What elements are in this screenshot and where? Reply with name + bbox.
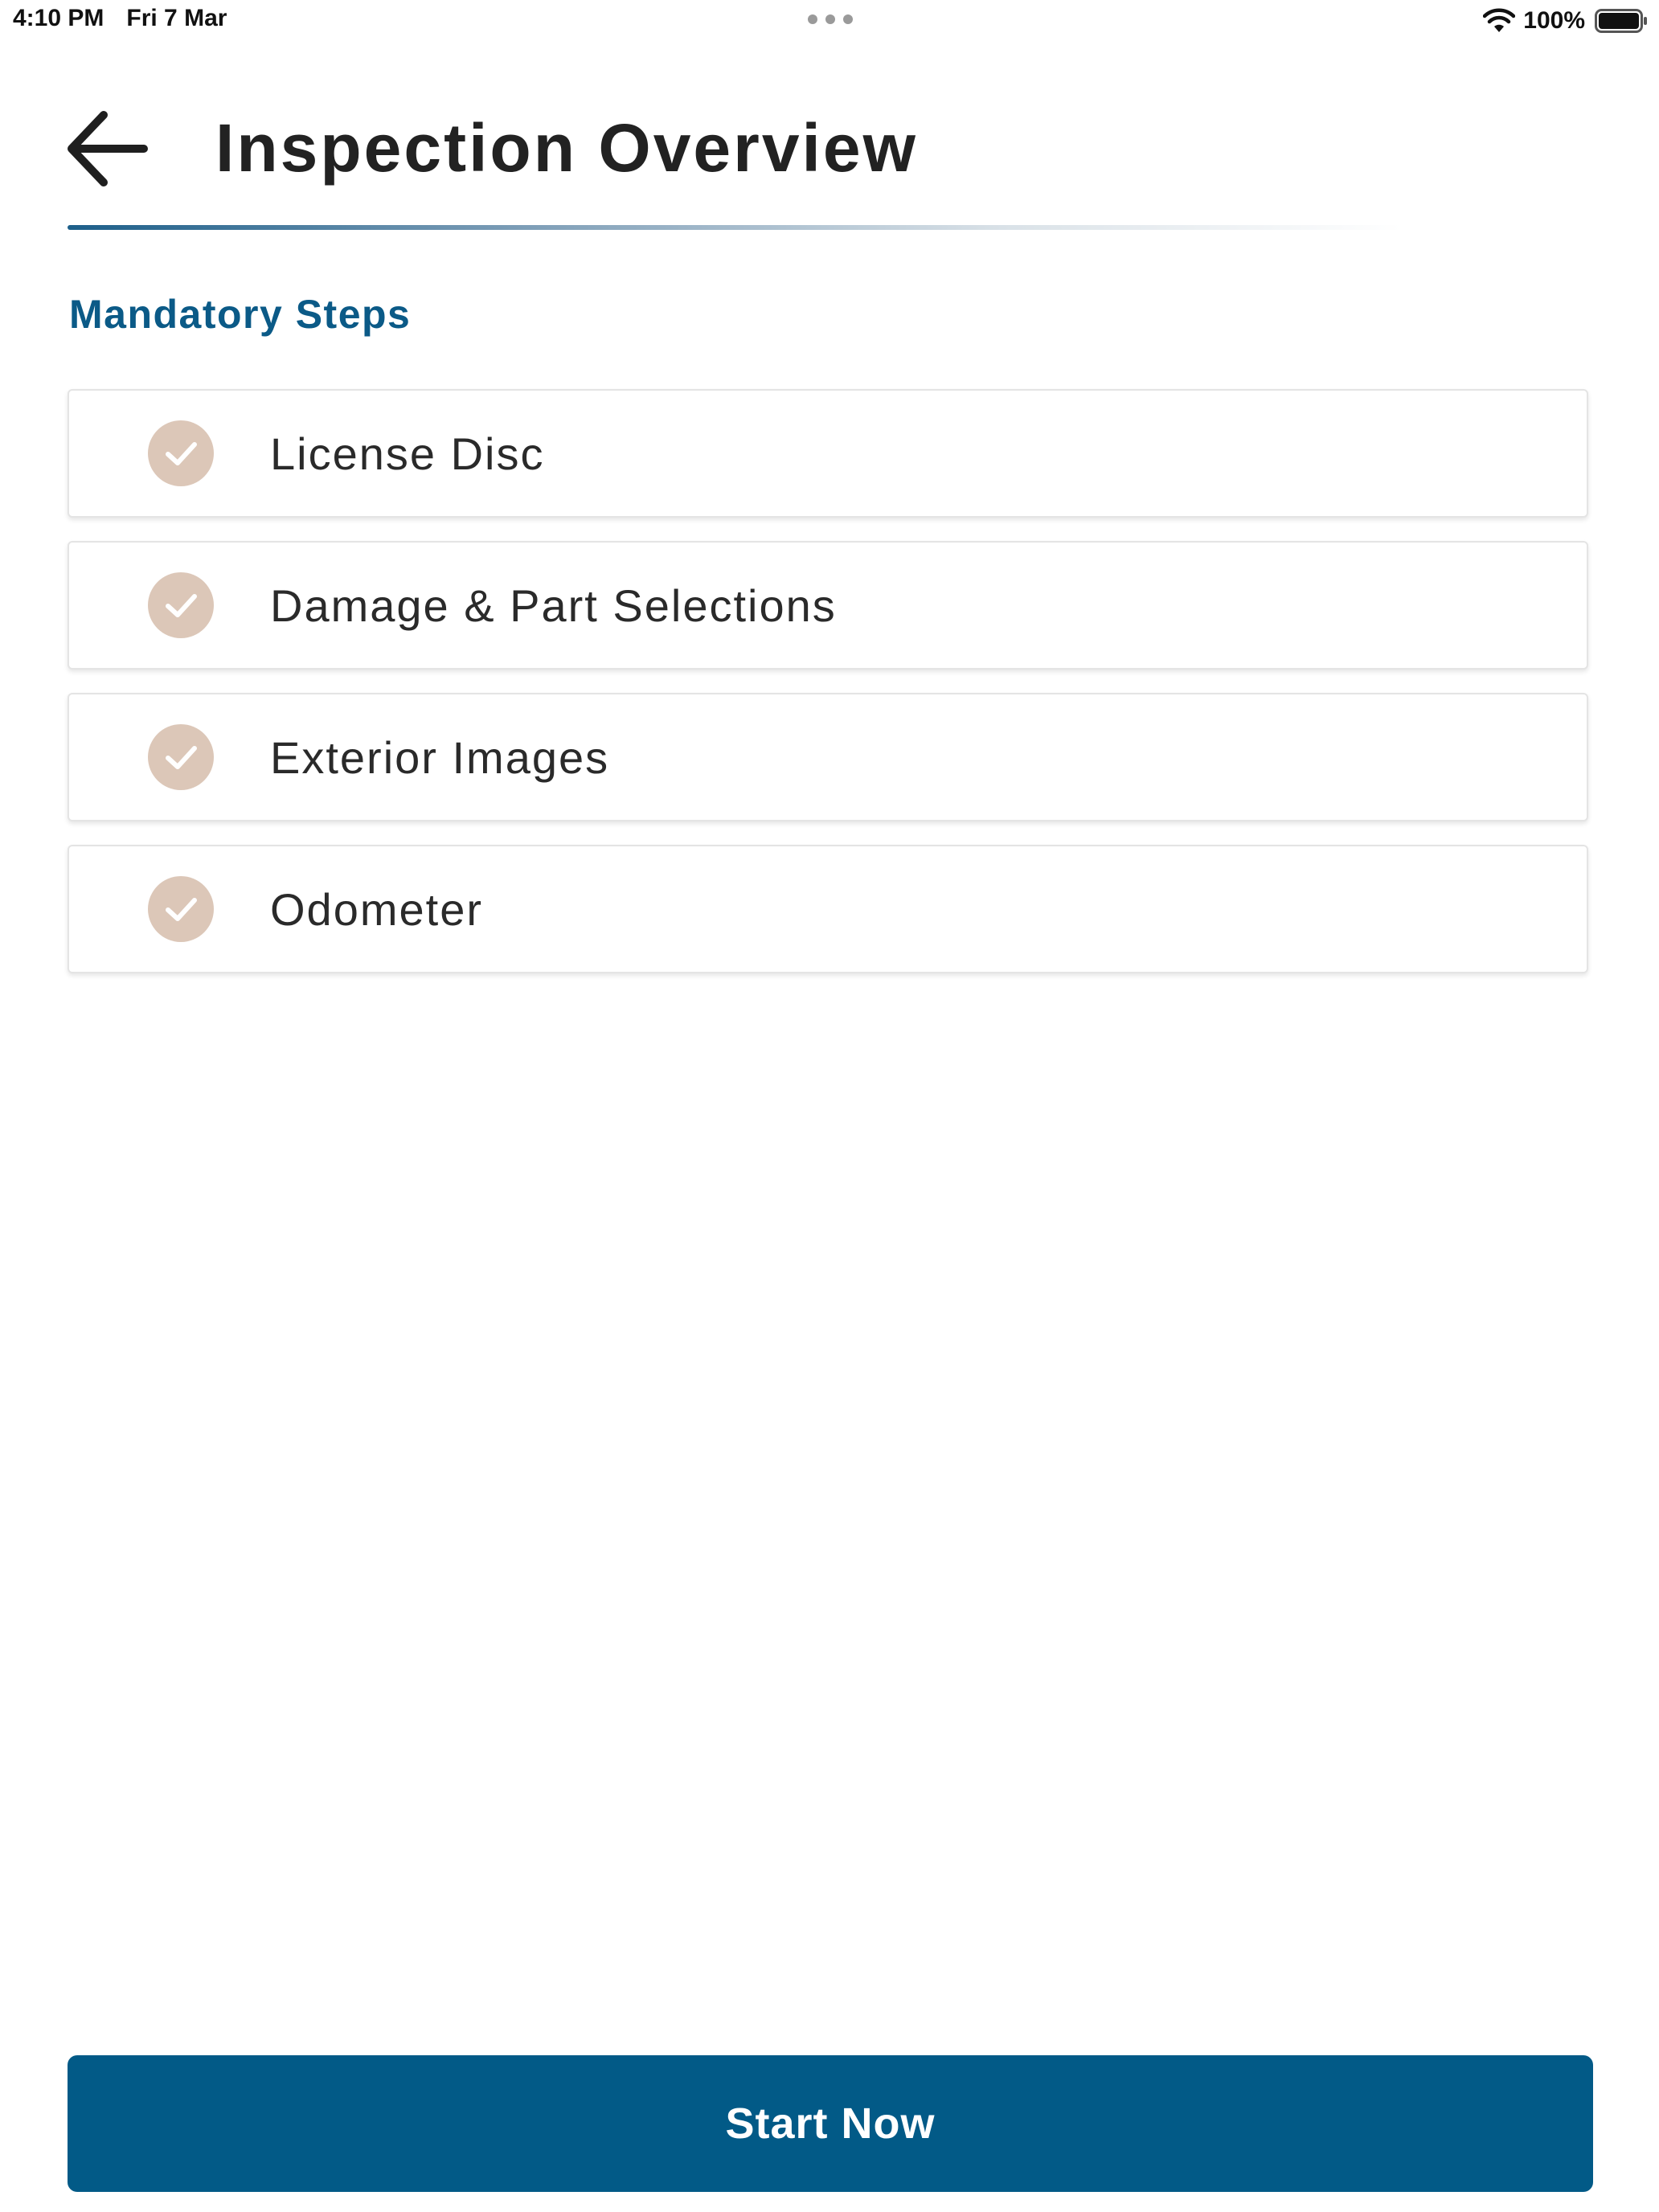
battery-icon — [1595, 8, 1648, 34]
battery-percent: 100% — [1523, 7, 1585, 34]
step-label: Exterior Images — [270, 731, 610, 783]
title-divider — [68, 225, 1402, 230]
step-item-exterior-images[interactable] — [68, 693, 1588, 821]
status-bar — [0, 0, 1659, 42]
more-dots-icon[interactable] — [808, 14, 853, 24]
wifi-icon — [1483, 8, 1515, 34]
step-item-license-disc[interactable] — [68, 389, 1588, 518]
status-indicators — [1483, 5, 1648, 37]
status-time: 4:10 PM — [13, 5, 104, 31]
mandatory-steps-list — [68, 389, 1588, 997]
page-title: Inspection Overview — [215, 110, 918, 186]
start-now-button[interactable]: Start Now — [68, 2055, 1593, 2192]
step-label: Damage & Part Selections — [270, 580, 837, 631]
step-item-damage-part-selections[interactable] — [68, 541, 1588, 670]
step-label: License Disc — [270, 428, 545, 479]
section-title-mandatory-steps: Mandatory Steps — [69, 292, 412, 337]
check-circle-icon — [148, 420, 214, 486]
check-circle-icon — [148, 572, 214, 638]
step-item-odometer[interactable] — [68, 845, 1588, 973]
back-button[interactable] — [63, 104, 151, 193]
check-circle-icon — [148, 876, 214, 942]
status-date: Fri 7 Mar — [126, 5, 227, 31]
step-label: Odometer — [270, 883, 483, 935]
status-time-date — [13, 5, 227, 32]
arrow-left-icon — [65, 109, 149, 189]
check-circle-icon — [148, 724, 214, 790]
